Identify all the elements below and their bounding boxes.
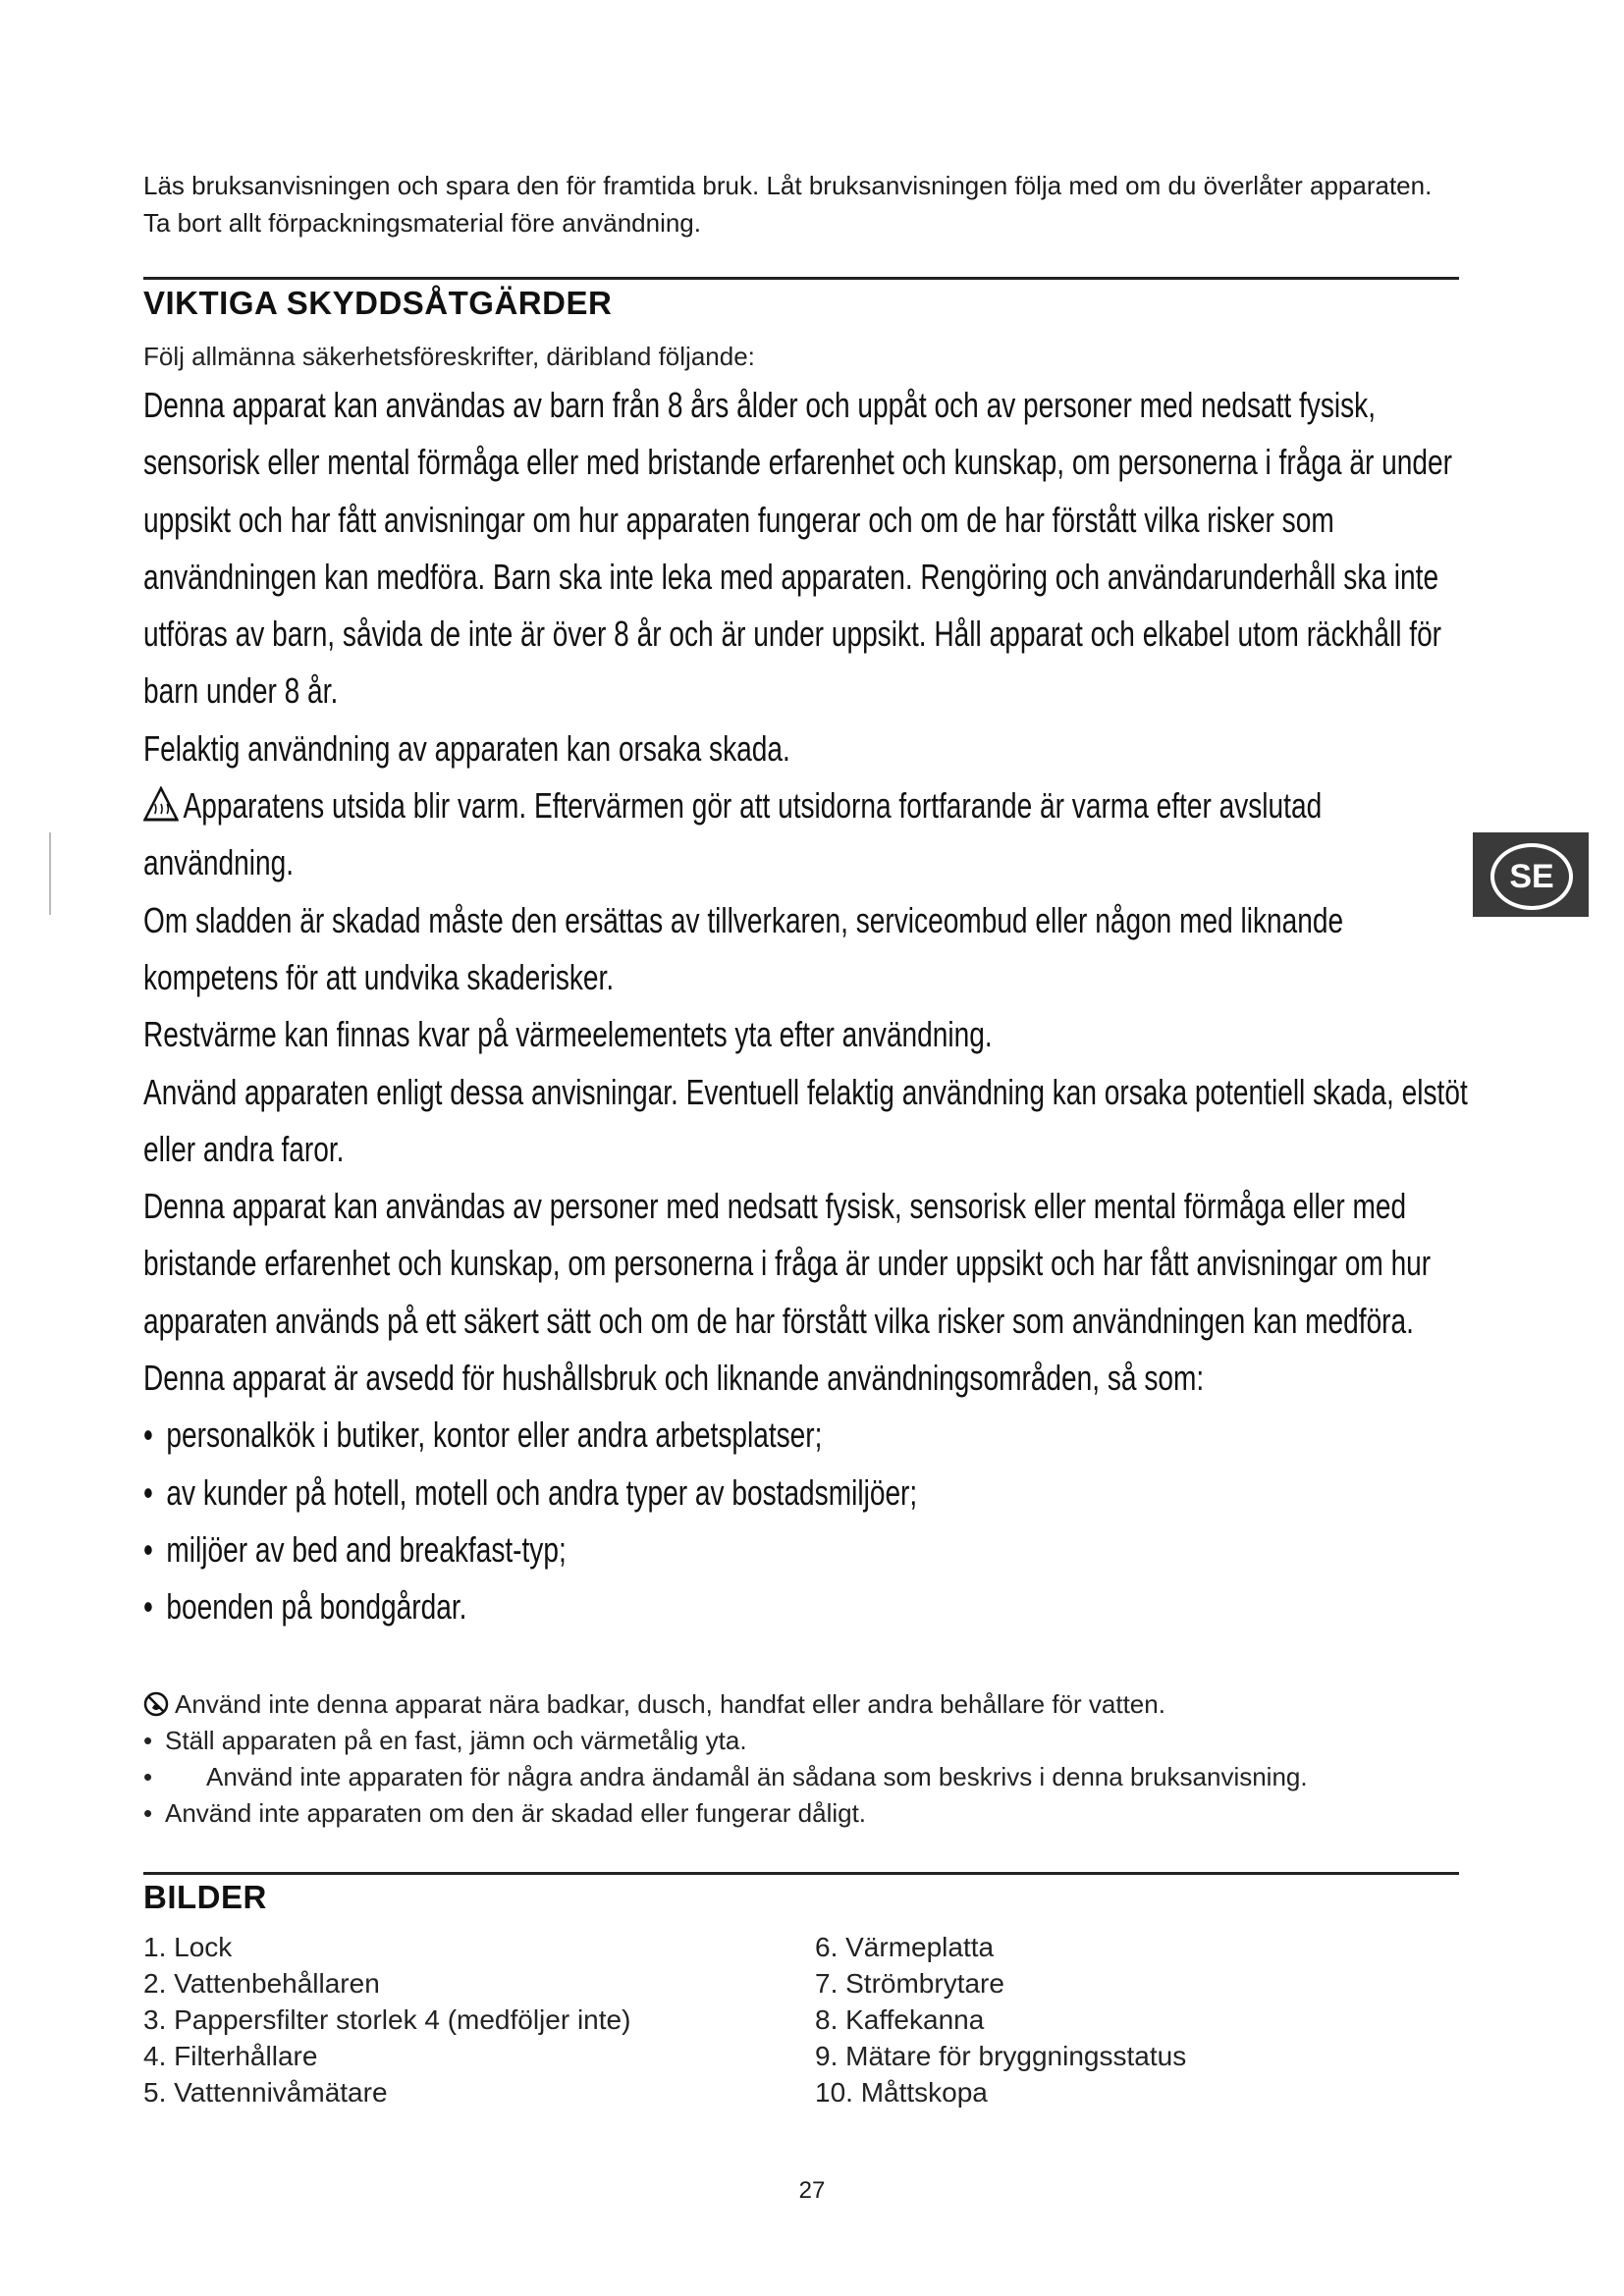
list-item [143,1522,1468,1578]
list-item-text: boenden på bondgårdar. [166,1586,467,1628]
list-item-text: Använd inte denna apparat nära badkar, dusch, handfat eller andra behållare för vatten. [175,1689,1165,1719]
bullet-marker: • [143,1798,153,1828]
section-divider [143,1872,1459,1875]
bullet-marker: • [143,1528,153,1570]
section-divider [143,277,1459,280]
intro-text: Läs bruksanvisningen och spara den för framtida bruk. Låt bruksanvisningen följa med om du överlåter apparaten. Ta bort allt förpackningsmaterial före användning. [143,171,1433,238]
part-item: 3. Pappersfilter storlek 4 (medföljer inte) [143,2004,631,2035]
safety-paragraph: Denna apparat kan användas av barn från 8 års ålder och uppåt och av personer med nedsatt fysisk, sensorisk eller mental förmåga eller med bristande erfarenhet och kunskap, om personerna i fråga är under uppsikt och har fått anvisningar om hur apparaten fungerar och om de har förstått vilka risker som användningen kan medföra. Barn ska inte leka med apparaten. Rengöring och användarunderhåll ska inte utföras av barn, såvida de inte är över 8 år och är under uppsikt. Håll apparat och elkabel utom räckhåll för barn under 8 år. [143,385,1452,712]
list-item [143,1723,1459,1759]
margin-mark [49,832,51,915]
list-item [143,1795,1459,1832]
list-item [143,1686,1459,1723]
list-item [143,1407,1468,1464]
bullet-marker: • [143,1471,153,1513]
no-water-prohibition-icon [143,1690,169,1716]
safety-paragraph [143,777,1468,892]
safety-subtitle: Följ allmänna säkerhetsföreskrifter, däribland följande: [143,342,755,371]
part-item: 10. Måttskopa [815,2077,988,2108]
bullet-marker: • [143,1415,153,1456]
parts-heading: BILDER [143,1879,267,1915]
part-item: 1. Lock [143,1932,233,1962]
safety-small-list [143,1686,1459,1832]
part-item: 2. Vattenbehållaren [143,1968,380,1999]
hot-surface-warning-icon [143,781,179,817]
bullet-marker: • [143,1586,153,1628]
safety-paragraph: Denna apparat kan användas av personer med nedsatt fysisk, sensorisk eller mental förmåga eller med bristande erfarenhet och kunskap, om personerna i fråga är under uppsikt och har fått anvisningar om hur apparaten används på ett säkert sätt och om de har förstått vilka risker som användningen kan medföra. [143,1186,1432,1341]
list-item [143,1465,1468,1522]
list-item-text: Använd inte apparaten om den är skadad eller fungerar dåligt. [165,1798,867,1828]
safety-paragraph: Denna apparat är avsedd för hushållsbruk och liknande användningsområden, så som: [143,1358,1205,1399]
safety-body [143,377,1468,1636]
parts-list-left [143,1929,630,2110]
list-item-text: personalkök i butiker, kontor eller andra arbetsplatser; [166,1415,823,1456]
part-item: 7. Strömbrytare [815,1968,1004,1999]
safety-paragraph: Felaktig användning av apparaten kan orsaka skada. [143,727,790,769]
safety-paragraph: Om sladden är skadad måste den ersättas av tillverkaren, serviceombud eller någon med liknande kompetens för att undvika skaderisker. [143,899,1344,997]
bullet-marker: • [143,1762,153,1791]
part-item: 5. Vattennivåmätare [143,2077,388,2108]
safety-heading: VIKTIGA SKYDDSÅTGÄRDER [143,285,613,321]
list-item [143,1578,1468,1635]
page-number: 27 [798,2177,826,2204]
part-item: 6. Värmeplatta [815,1932,995,1962]
part-item: 4. Filterhållare [143,2041,318,2071]
safety-paragraph: Använd apparaten enligt dessa anvisningar. Eventuell felaktig användning kan orsaka potentiell skada, elstöt eller andra faror. [143,1071,1468,1169]
part-item: 9. Mätare för bryggningsstatus [815,2041,1187,2071]
safety-paragraph: Restvärme kan finnas kvar på värmeelementets yta efter användning. [143,1014,993,1055]
language-badge [1473,832,1589,917]
list-item [143,1759,1459,1795]
safety-paragraph-text: Apparatens utsida blir varm. Eftervärmen gör att utsidorna fortfarande är varma efter avslutad användning. [143,785,1323,883]
list-item-text: Använd inte apparaten för några andra ändamål än sådana som beskrivs i denna bruksanvisning. [206,1762,1308,1791]
list-item-text: av kunder på hotell, motell och andra typer av bostadsmiljöer; [166,1471,918,1513]
bullet-marker: • [143,1726,153,1755]
part-item: 8. Kaffekanna [815,2004,985,2035]
list-item-text: miljöer av bed and breakfast-typ; [166,1528,567,1570]
list-item-text: Ställ apparaten på en fast, jämn och värmetålig yta. [165,1726,747,1755]
language-badge-label: SE [1490,843,1573,910]
parts-list-right [815,1929,1186,2110]
